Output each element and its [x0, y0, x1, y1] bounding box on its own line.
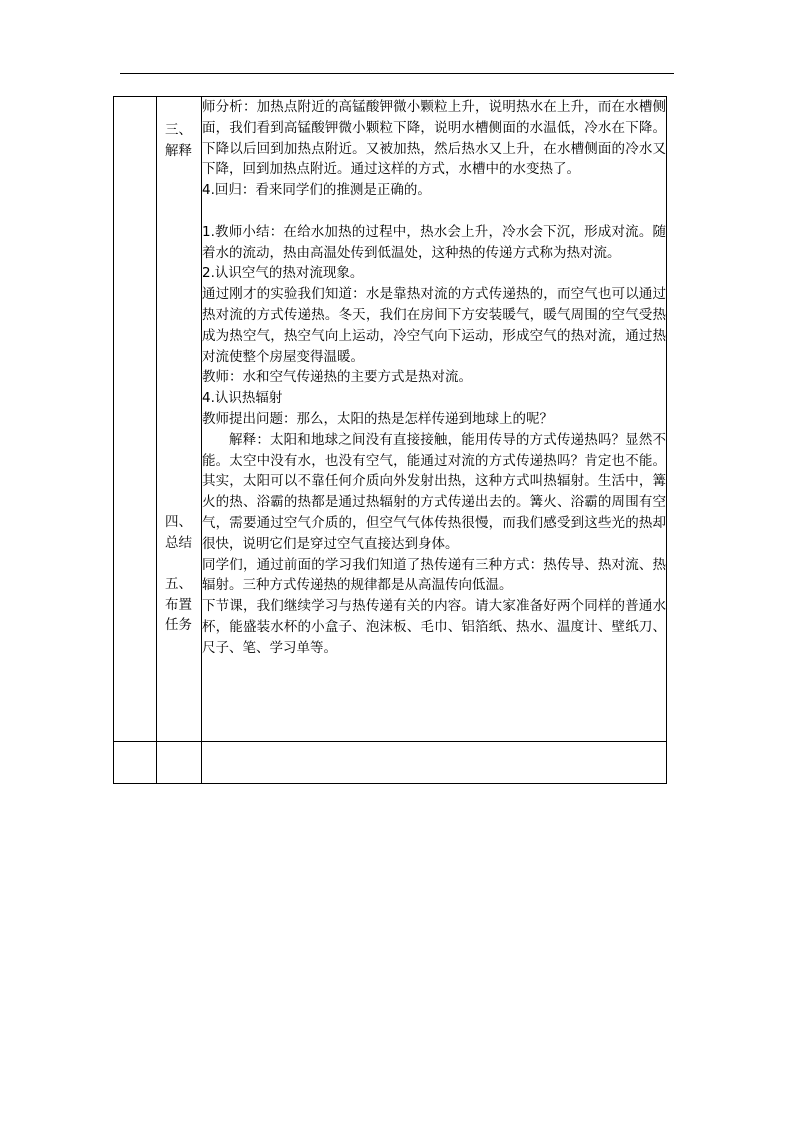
- blank-cell: [114, 742, 157, 784]
- conclusion-paragraph: 同学们，通过前面的学习我们知道了热传递有三种方式：热传导、热对流、热辐射。三种方式传递热的规律都是从高温传向低温。: [202, 556, 666, 594]
- table-row: [114, 97, 667, 742]
- assignment-paragraph: 下节课，我们继续学习与热传递有关的内容。请大家准备好两个同样的普通水杯，能盛装水杯的小盒子、泡沫板、毛巾、铝箔纸、热水、温度计、壁纸刀、尺子、笔、学习单等。: [202, 598, 666, 656]
- blank-cell: [114, 97, 157, 742]
- lesson-plan-table: [113, 96, 667, 784]
- radiation-heading: 4.认识热辐射: [202, 390, 283, 407]
- section-label-cell: [157, 97, 202, 742]
- blank-cell: [157, 742, 202, 784]
- section-three-label: 三、 解释: [165, 122, 192, 159]
- radiation-explanation: 解释：太阳和地球之间没有直接接触，能用传导的方式传递热吗？显然不能。太空中没有水，也没有空气，能通过对流的方式传递热吗？肯定也不能。其实，太阳可以不靠任何介质向外发射出热，这种方式叫热辐射。生活中，篝火的热、浴霸的热都是通过热辐射的方式传递出去的。篝火、浴霸的周围有空气，需要通过空气介质的，但空气气体传热很慢，而我们感受到这些光的热却很快，说明它们是穿过空气直接达到身体。: [202, 431, 666, 552]
- summary-paragraph: 1.教师小结：在给水加热的过程中，热水会上升，冷水会下沉，形成对流。随着水的流动，热由高温处传到低温处，这种热的传递方式称为热对流。: [202, 223, 666, 261]
- teacher-question: 教师提出问题：那么，太阳的热是怎样传递到地球上的呢？: [202, 410, 553, 427]
- blank-line: [202, 201, 666, 222]
- analysis-paragraph: 师分析：加热点附近的高锰酸钾微小颗粒上升，说明热水在上升，而在水槽侧面，我们看到高锰酸钾微小颗粒下降，说明水槽侧面的水温低，冷水在下降。下降以后回到加热点附近。又被加热，然后热水又上升，在水槽侧面的冷水又下降，回到加热点附近。通过这样的方式，水槽中的水变热了。: [202, 99, 666, 178]
- table-row: [114, 742, 667, 784]
- lesson-content-cell: [202, 97, 667, 742]
- air-convection-heading: 2.认识空气的热对流现象。: [202, 265, 364, 282]
- teacher-statement: 教师：水和空气传递热的主要方式是热对流。: [202, 369, 472, 386]
- section-four-label: 四、 总结: [165, 514, 192, 551]
- section-five-label: 五、 布置 任务: [165, 576, 192, 633]
- air-convection-paragraph: 通过刚才的实验我们知道：水是靠热对流的方式传递热的，而空气也可以通过热对流的方式传递热。冬天，我们在房间下方安装暖气，暖气周围的空气受热成为热空气，热空气向上运动，冷空气向下运动，形成空气的热对流，通过热对流使整个房屋变得温暖。: [202, 286, 666, 365]
- blank-cell: [202, 742, 667, 784]
- review-paragraph: 4.回归：看来同学们的推测是正确的。: [202, 182, 431, 199]
- header-rule: [120, 73, 674, 74]
